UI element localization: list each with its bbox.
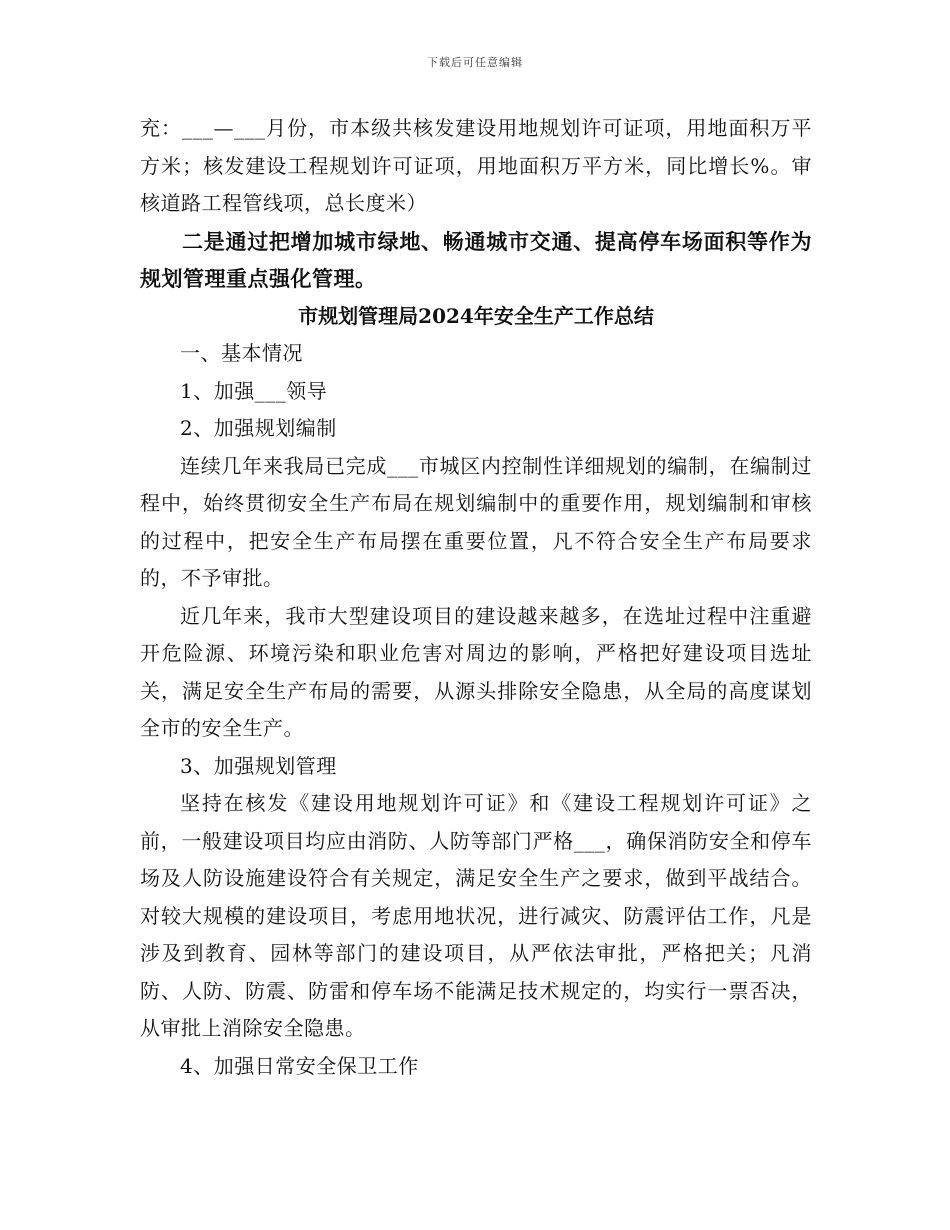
document-body — [140, 110, 812, 1085]
heading-item-1: 1、加强___领导 — [180, 378, 328, 403]
paragraph-bold-point-two: 二是通过把增加城市绿地、畅通城市交通、提高停车场面积等作为规划管理重点强化管理。 — [140, 228, 812, 291]
paragraph-project-siting: 近几年来，我市大型建设项目的建设越来越多，在选址过程中注重避开危险源、环境污染和职业危害对周边的影响，严格把好建设项目选址关，满足安全生产布局的需要，从源头排除安全隐患，从全局的高度谋划全市的安全生产。 — [140, 603, 812, 740]
paragraph-planning-compilation: 连续几年来我局已完成___市城区内控制性详细规划的编制，在编制过程中，始终贯彻安全生产布局在规划编制中的重要作用，规划编制和审核的过程中，把安全生产布局摆在重要位置，凡不符合安全生产布局要求的，不予审批。 — [140, 453, 812, 590]
heading-item-3: 3、加强规划管理 — [180, 753, 337, 778]
header-note: 下载后可任意编辑 — [427, 56, 523, 69]
paragraph-continuation: 充：___—___月份，市本级共核发建设用地规划许可证项，用地面积万平方米；核发建设工程规划许可证项，用地面积万平方米，同比增长%。审核道路工程管线项，总长度米） — [140, 116, 812, 215]
heading-basic-situation: 一、基本情况 — [180, 341, 303, 365]
section-title: 市规划管理局2024年安全生产工作总结 — [298, 303, 654, 328]
heading-item-4: 4、加强日常安全保卫工作 — [180, 1053, 419, 1078]
heading-item-2: 2、加强规划编制 — [180, 416, 337, 440]
paragraph-planning-management: 坚持在核发《建设用地规划许可证》和《建设工程规划许可证》之前，一般建设项目均应由消防、人防等部门严格___，确保消防安全和停车场及人防设施建设符合有关规定，满足安全生产之要求，做到平战结合。对较大规模的建设项目，考虑用地状况，进行减灾、防震评估工作，凡是涉及到教育、园林等部门的建设项目，从严依法审批，严格把关；凡消防、人防、防震、防雷和停车场不能满足技术规定的，均实行一票否决，从审批上消除安全隐患。 — [140, 791, 812, 1040]
